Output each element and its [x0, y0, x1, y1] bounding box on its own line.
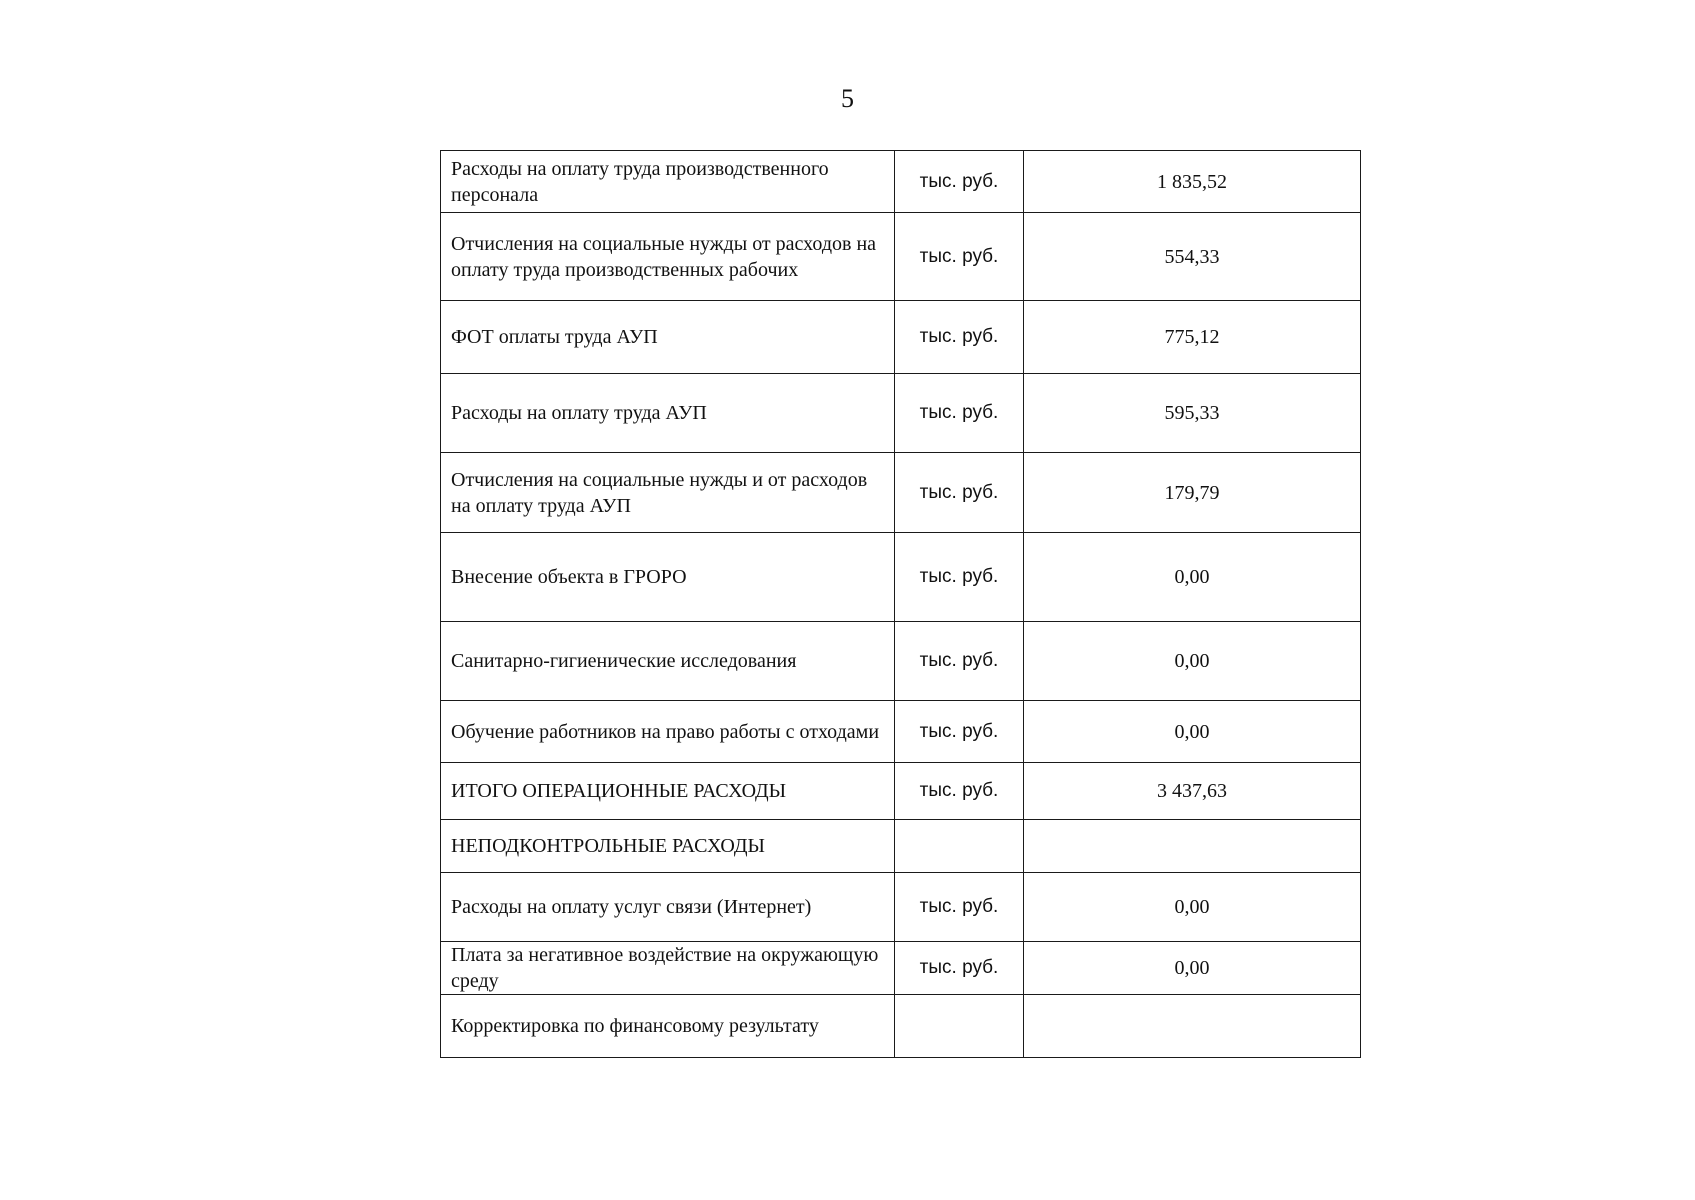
- table-row: [441, 301, 1361, 374]
- row-name-cell: Расходы на оплату услуг связи (Интернет): [441, 873, 895, 942]
- table-row: [441, 873, 1361, 942]
- row-unit-cell: тыс. руб.: [895, 301, 1024, 374]
- row-name-cell: Расходы на оплату труда производственного персонала: [441, 151, 895, 213]
- row-name-cell: НЕПОДКОНТРОЛЬНЫЕ РАСХОДЫ: [441, 820, 895, 873]
- row-value-cell: 179,79: [1024, 453, 1361, 533]
- table-row: [441, 453, 1361, 533]
- row-name-cell: Корректировка по финансовому результату: [441, 995, 895, 1058]
- table-row: [441, 701, 1361, 763]
- row-value-cell: [1024, 995, 1361, 1058]
- table-row: [441, 533, 1361, 622]
- row-name-cell: Плата за негативное воздействие на окружающую среду: [441, 942, 895, 995]
- row-unit-cell: тыс. руб.: [895, 942, 1024, 995]
- table-row: [441, 995, 1361, 1058]
- table-row: [441, 763, 1361, 820]
- row-name-cell: Расходы на оплату труда АУП: [441, 374, 895, 453]
- row-name-cell: ФОТ оплаты труда АУП: [441, 301, 895, 374]
- row-value-cell: 775,12: [1024, 301, 1361, 374]
- row-value-cell: 3 437,63: [1024, 763, 1361, 820]
- row-value-cell: 0,00: [1024, 622, 1361, 701]
- row-name-cell: Отчисления на социальные нужды от расходов на оплату труда производственных рабочих: [441, 213, 895, 301]
- expenses-table: [440, 150, 1361, 1058]
- row-unit-cell: тыс. руб.: [895, 763, 1024, 820]
- row-name-cell: ИТОГО ОПЕРАЦИОННЫЕ РАСХОДЫ: [441, 763, 895, 820]
- page-number: 5: [841, 84, 854, 113]
- row-unit-cell: тыс. руб.: [895, 533, 1024, 622]
- row-unit-cell: тыс. руб.: [895, 213, 1024, 301]
- row-name-cell: Санитарно-гигиенические исследования: [441, 622, 895, 701]
- table-row: [441, 374, 1361, 453]
- row-value-cell: 0,00: [1024, 701, 1361, 763]
- row-unit-cell: тыс. руб.: [895, 701, 1024, 763]
- row-unit-cell: тыс. руб.: [895, 151, 1024, 213]
- row-unit-cell: тыс. руб.: [895, 374, 1024, 453]
- table-row: [441, 622, 1361, 701]
- row-value-cell: [1024, 820, 1361, 873]
- row-value-cell: 554,33: [1024, 213, 1361, 301]
- row-value-cell: 0,00: [1024, 873, 1361, 942]
- table-row: [441, 213, 1361, 301]
- row-name-cell: Отчисления на социальные нужды и от расходов на оплату труда АУП: [441, 453, 895, 533]
- table-row: [441, 820, 1361, 873]
- row-name-cell: Внесение объекта в ГРОРО: [441, 533, 895, 622]
- row-value-cell: 1 835,52: [1024, 151, 1361, 213]
- table-row: [441, 151, 1361, 213]
- row-unit-cell: тыс. руб.: [895, 622, 1024, 701]
- row-unit-cell: [895, 820, 1024, 873]
- row-unit-cell: тыс. руб.: [895, 873, 1024, 942]
- row-value-cell: 0,00: [1024, 942, 1361, 995]
- row-value-cell: 0,00: [1024, 533, 1361, 622]
- row-name-cell: Обучение работников на право работы с отходами: [441, 701, 895, 763]
- row-value-cell: 595,33: [1024, 374, 1361, 453]
- row-unit-cell: тыс. руб.: [895, 453, 1024, 533]
- row-unit-cell: [895, 995, 1024, 1058]
- table-row: [441, 942, 1361, 995]
